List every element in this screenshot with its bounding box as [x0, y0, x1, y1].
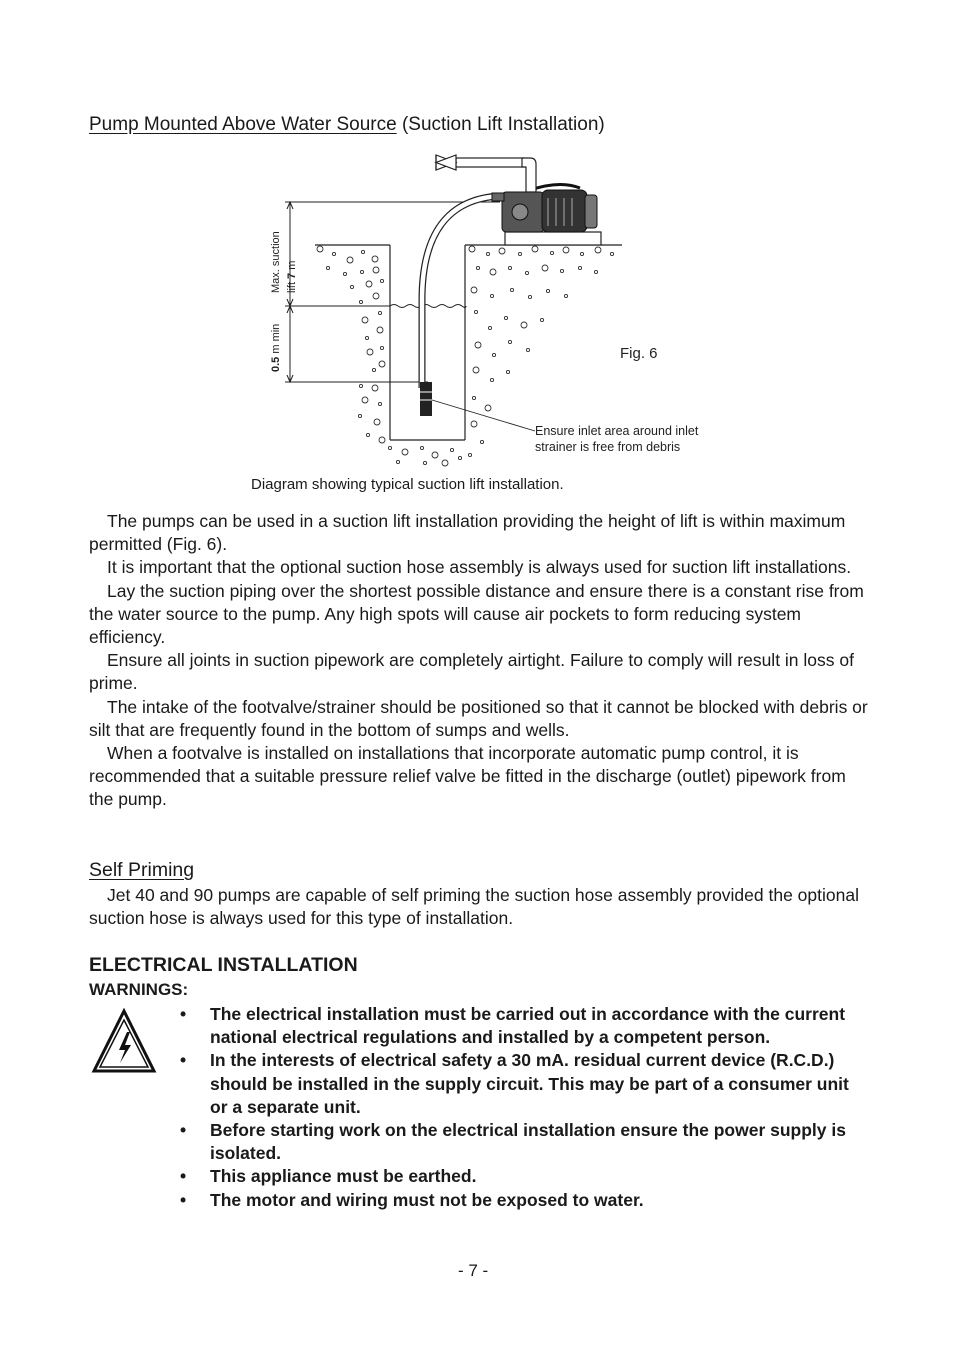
warnings-label: WARNINGS: [89, 980, 189, 999]
bullet: • [180, 1189, 187, 1210]
pump-icon [492, 184, 597, 232]
paragraph: Lay the suction piping over the shortest possible distance and ensure there is a constant rise from the water source to the pump. Any high spots will cause air pockets to form reducing system efficiency. [89, 580, 864, 648]
inlet-note-line2: strainer is free from debris [535, 440, 681, 454]
footvalve-strainer [420, 382, 432, 416]
section-heading-underlined: Pump Mounted Above Water Source [89, 114, 397, 135]
warning-item [180, 1165, 870, 1188]
suction-lift-label-line2: lift 7 m [286, 260, 298, 293]
bullet: • [180, 1004, 187, 1024]
electrical-installation-heading: ELECTRICAL INSTALLATION [89, 954, 358, 976]
warning-item [180, 1003, 870, 1049]
figure-caption: Diagram showing typical suction lift installation. [251, 476, 564, 493]
suction-lift-body [89, 510, 869, 812]
water-level-line [390, 305, 466, 308]
self-priming-heading: Self Priming [89, 859, 195, 881]
section-heading-suction-lift [89, 114, 605, 136]
paragraph: Jet 40 and 90 pumps are capable of self priming the suction hose assembly provided the optional suction hose is always used for this type of installation. [89, 885, 859, 929]
bullet: • [180, 1050, 187, 1071]
warning-text: The electrical installation must be carried out in accordance with the current national electrical regulations and installed by a competent person. [210, 1004, 846, 1048]
paragraph: It is important that the optional suction hose assembly is always used for suction lift installations. [107, 557, 852, 578]
bullet: • [180, 1120, 187, 1141]
warning-item [180, 1049, 870, 1119]
dimension-lines [285, 202, 500, 382]
suction-lift-diagram [230, 150, 730, 480]
section-heading-rest: (Suction Lift Installation) [396, 114, 605, 135]
suction-hose [422, 196, 500, 388]
electrical-hazard-icon [91, 1008, 157, 1074]
self-priming-body [89, 884, 869, 930]
bullet: • [180, 1166, 187, 1187]
paragraph: The intake of the footvalve/strainer should be positioned so that it cannot be blocked with debris or silt that are frequently found in the bottom of sumps and wells. [89, 696, 868, 740]
warnings-list [180, 1003, 870, 1212]
paragraph: The pumps can be used in a suction lift installation providing the height of lift is within maximum permitted (Fig. 6). [89, 511, 846, 555]
discharge-pipe [436, 155, 536, 192]
warning-text: The motor and wiring must not be exposed to water. [210, 1189, 644, 1210]
pump-base [505, 232, 601, 245]
warning-text: Before starting work on the electrical installation ensure the power supply is isolated. [210, 1120, 846, 1164]
warning-item [180, 1189, 870, 1212]
inlet-note-line1: Ensure inlet area around inlet [535, 424, 699, 438]
note-leader-line [432, 400, 535, 431]
page-number: - 7 - [458, 1261, 489, 1280]
figure-label: Fig. 6 [620, 345, 658, 362]
suction-lift-label-line1: Max. suction [270, 231, 282, 293]
paragraph: Ensure all joints in suction pipework are completely airtight. Failure to comply will result in loss of prime. [89, 650, 854, 694]
min-depth-label: 0.5 m min [270, 323, 282, 372]
paragraph: When a footvalve is installed on installations that incorporate automatic pump control, it is recommended that a suitable pressure relief valve be fitted in the discharge (outlet) pipework from the pump. [89, 743, 846, 810]
warning-text: In the interests of electrical safety a 30 mA. residual current device (R.C.D.) should be installed in the supply circuit. This may be part of a consumer unit or a separate unit. [210, 1050, 849, 1117]
warning-text: This appliance must be earthed. [210, 1166, 477, 1187]
warning-item [180, 1119, 870, 1165]
